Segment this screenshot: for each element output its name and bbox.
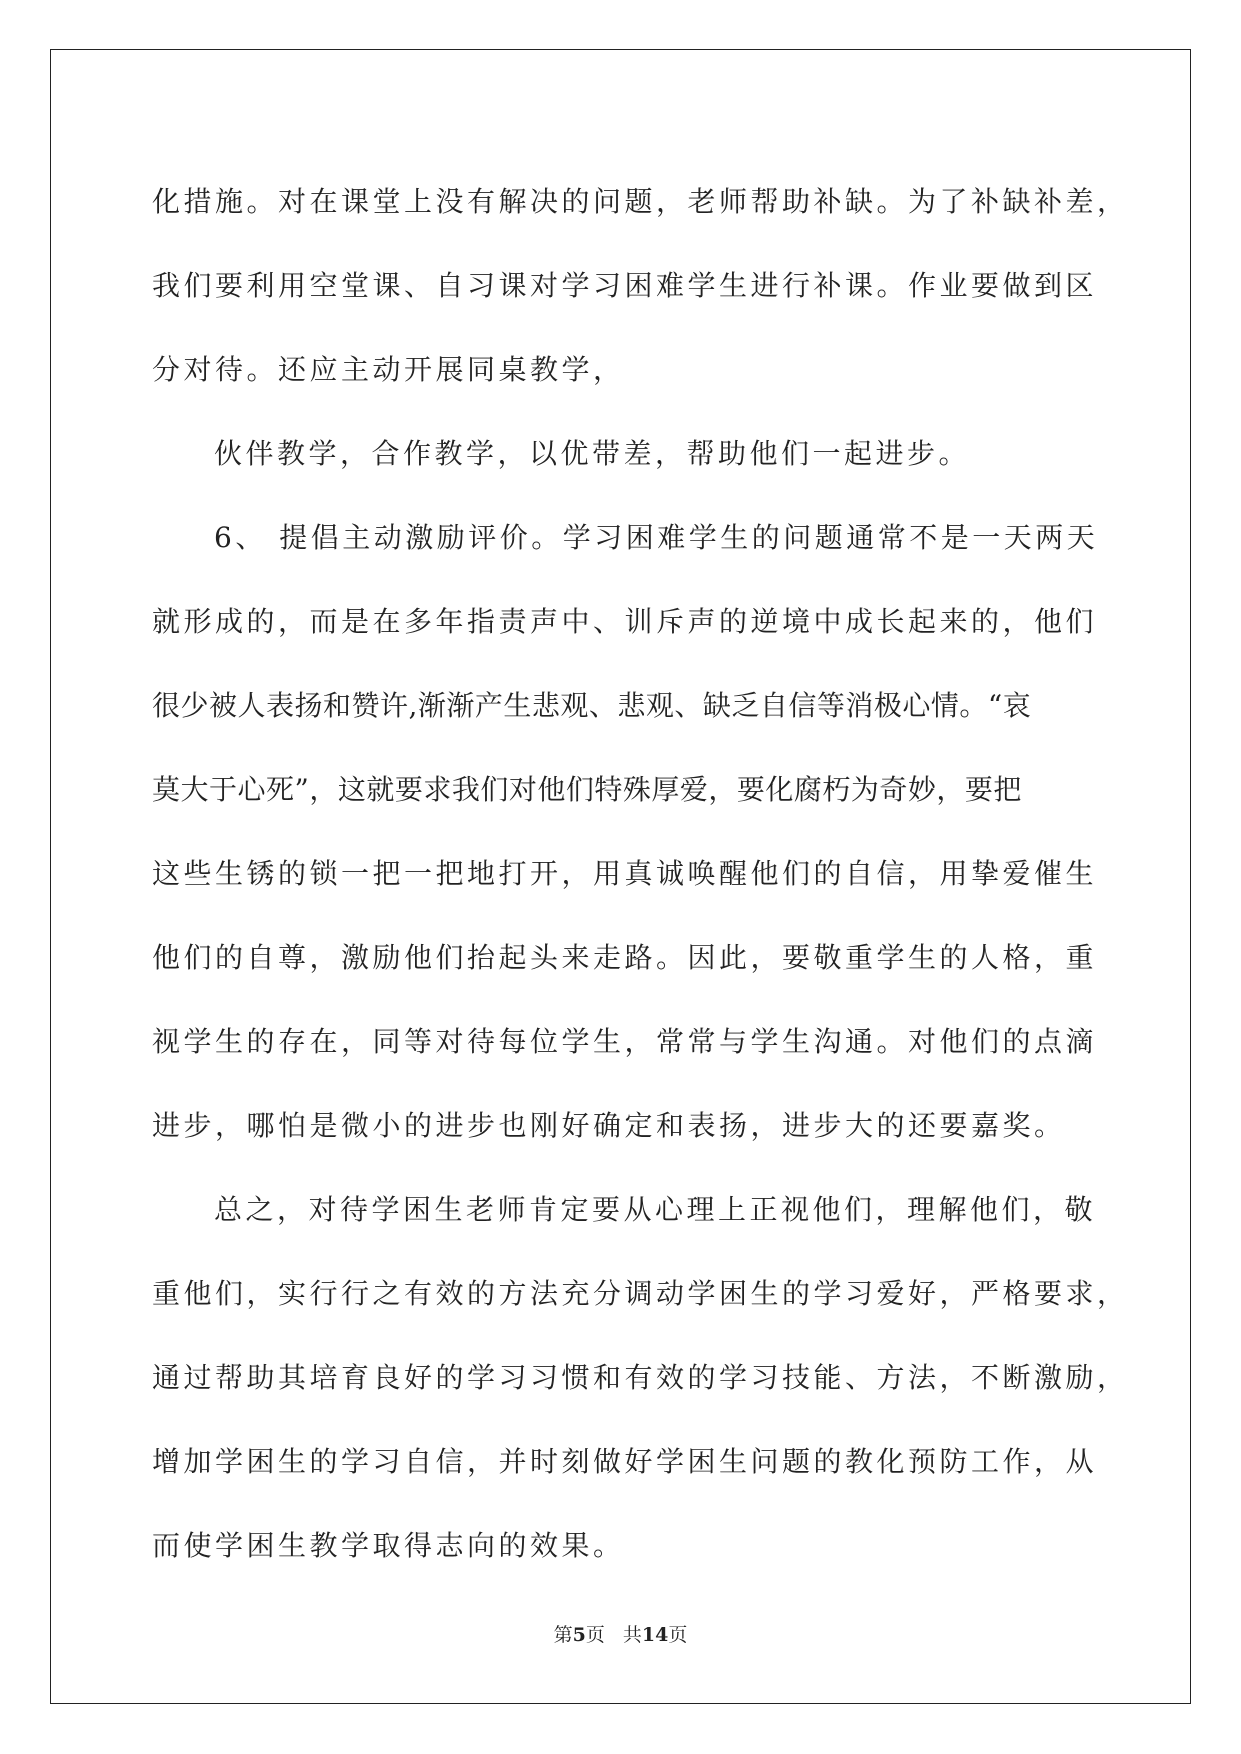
text-line: 进步，哪怕是微小的进步也刚好确定和表扬，进步大的还要嘉奖。	[152, 1109, 1066, 1142]
text-line: 增加学困生的学习自信，并时刻做好学困生问题的教化预防工作，从	[152, 1445, 1098, 1478]
page-suffix: 页	[585, 1624, 605, 1646]
text-line: 他们的自尊，激励他们抬起头来走路。因此，要敬重学生的人格，重	[152, 941, 1098, 974]
page-footer	[0, 1620, 1241, 1647]
total-pages: 14	[641, 1624, 669, 1646]
page-number: 5	[572, 1624, 586, 1646]
text-line: 6、 提倡主动激励评价。学习困难学生的问题通常不是一天两天	[214, 521, 1099, 554]
total-suffix: 页	[668, 1624, 688, 1646]
text-line: 视学生的存在，同等对待每位学生，常常与学生沟通。对他们的点滴	[152, 1025, 1098, 1058]
text-line: 我们要利用空堂课、自习课对学习困难学生进行补课。作业要做到区	[152, 269, 1098, 302]
page-prefix: 第	[553, 1624, 573, 1646]
text-line: 很少被人表扬和赞许,渐渐产生悲观、悲观、缺乏自信等消极心情。“哀	[152, 689, 1032, 722]
text-line: 通过帮助其培育良好的学习习惯和有效的学习技能、方法，不断激励，	[152, 1361, 1129, 1394]
text-line: 化措施。对在课堂上没有解决的问题，老师帮助补缺。为了补缺补差，	[152, 185, 1129, 218]
text-line: 就形成的，而是在多年指责声中、训斥声的逆境中成长起来的，他们	[152, 605, 1098, 638]
text-line: 总之，对待学困生老师肯定要从心理上正视他们，理解他们，敬	[214, 1193, 1097, 1226]
total-prefix: 共	[622, 1624, 642, 1646]
text-line: 莫大于心死”，这就要求我们对他们特殊厚爱，要化腐朽为奇妙，要把	[152, 773, 1022, 806]
text-line: 伙伴教学，合作教学，以优带差，帮助他们一起进步。	[214, 437, 971, 470]
document-body	[152, 160, 1129, 1588]
text-line: 分对待。还应主动开展同桌教学，	[152, 353, 625, 386]
text-line: 这些生锈的锁一把一把地打开，用真诚唤醒他们的自信，用挚爱催生	[152, 857, 1098, 890]
text-line: 重他们，实行行之有效的方法充分调动学困生的学习爱好，严格要求，	[152, 1277, 1129, 1310]
text-line: 而使学困生教学取得志向的效果。	[152, 1529, 625, 1562]
